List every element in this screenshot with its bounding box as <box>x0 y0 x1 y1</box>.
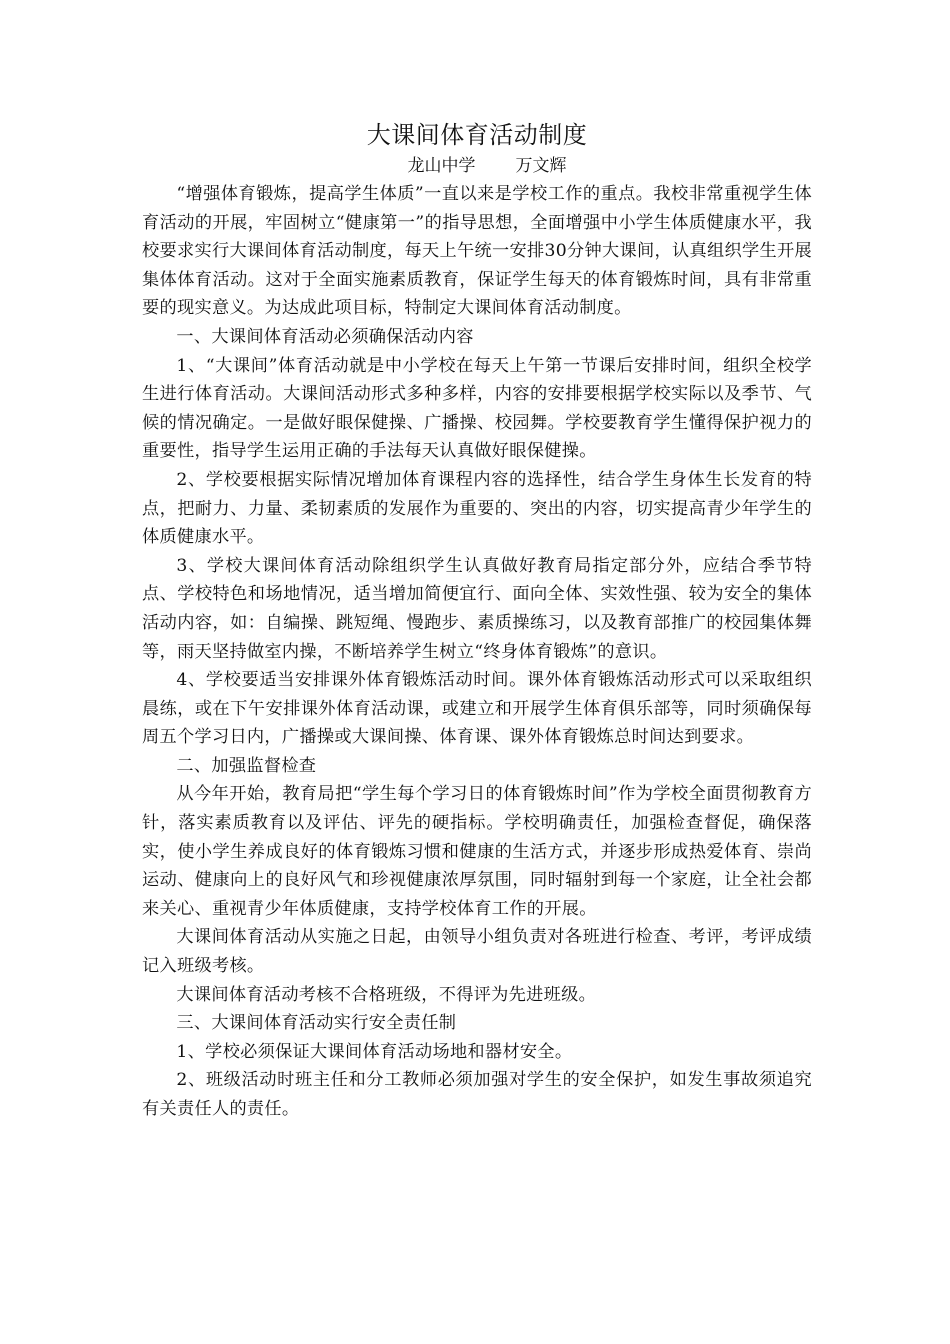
school-name: 龙山中学 <box>407 156 476 176</box>
document-page <box>142 118 812 1124</box>
section-1-item-3: 3、学校大课间体育活动除组织学生认真做好教育局指定部分外，应结合季节特点、学校特色和场地情况，适当增加简便宜行、面向全体、实效性强、较为安全的集体活动内容，如：自编操、跳短绳、慢跑步、素质操练习，以及教育部推广的校园集体舞等，雨天坚持做室内操，不断培养学生树立“终身体育锻炼”的意识。 <box>142 555 812 662</box>
section-1-item-4: 4、学校要适当安排课外体育锻炼活动时间。课外体育锻炼活动形式可以采取组织晨练，或在下午安排课外体育活动课，或建立和开展学生体育俱乐部等，同时须确保每周五个学习日内，广播操或大课间操、体育课、课外体育锻炼总时间达到要求。 <box>142 670 812 748</box>
document-title: 大课间体育活动制度 <box>366 121 588 149</box>
section-heading-3: 三、大课间体育活动实行安全责任制 <box>176 1013 457 1034</box>
author-name: 万文辉 <box>515 156 567 176</box>
section-1-item-1: 1、“大课间”体育活动就是中小学校在每天上午第一节课后安排时间，组织全校学生进行体育活动。大课间活动形式多种多样，内容的安排要根据学校实际以及季节、气候的情况确定。一是做好眼保健操、广播操、校园舞。学校要教育学生懂得保护视力的重要性，指导学生运用正确的手法每天认真做好眼保健操。 <box>142 355 812 462</box>
byline <box>142 152 812 180</box>
section-1-item-2: 2、学校要根据实际情况增加体育课程内容的选择性，结合学生身体生长发育的特点，把耐力、力量、柔韧素质的发展作为重要的、突出的内容，切实提高青少年学生的体质健康水平。 <box>142 469 812 548</box>
intro-paragraph: “增强体育锻炼，提高学生体质”一直以来是学校工作的重点。我校非常重视学生体育活动的开展，牢固树立“健康第一”的指导思想，全面增强中小学生体质健康水平，我校要求实行大课间体育活动制度，每天上午统一安排30分钟大课间，认真组织学生开展集体体育活动。这对于全面实施素质教育，保证学生每天的体育锻炼时间，具有非常重要的现实意义。为达成此项目标，特制定大课间体育活动制度。 <box>142 184 812 319</box>
section-2-paragraph-1: 从今年开始，教育局把“学生每个学习日的体育锻炼时间”作为学校全面贯彻教育方针，落实素质教育以及评估、评先的硬指标。学校明确责任，加强检查督促，确保落实，使小学生养成良好的体育锻炼习惯和健康的生活方式，并逐步形成热爱体育、崇尚运动、健康向上的良好风气和珍视健康浓厚氛围，同时辐射到每一个家庭，让全社会都来关心、重视青少年体质健康，支持学校体育工作的开展。 <box>142 784 812 919</box>
section-2-paragraph-2: 大课间体育活动从实施之日起，由领导小组负责对各班进行检查、考评，考评成绩记入班级考核。 <box>142 927 812 977</box>
section-3-item-2: 2、班级活动时班主任和分工教师必须加强对学生的安全保护，如发生事故须追究有关责任人的责任。 <box>142 1070 812 1119</box>
section-3-item-1: 1、学校必须保证大课间体育活动场地和器材安全。 <box>176 1041 573 1062</box>
section-2-paragraph-3: 大课间体育活动考核不合格班级，不得评为先进班级。 <box>176 984 597 1005</box>
section-heading-1: 一、大课间体育活动必须确保活动内容 <box>176 326 474 347</box>
section-heading-2: 二、加强监督检查 <box>176 755 317 776</box>
